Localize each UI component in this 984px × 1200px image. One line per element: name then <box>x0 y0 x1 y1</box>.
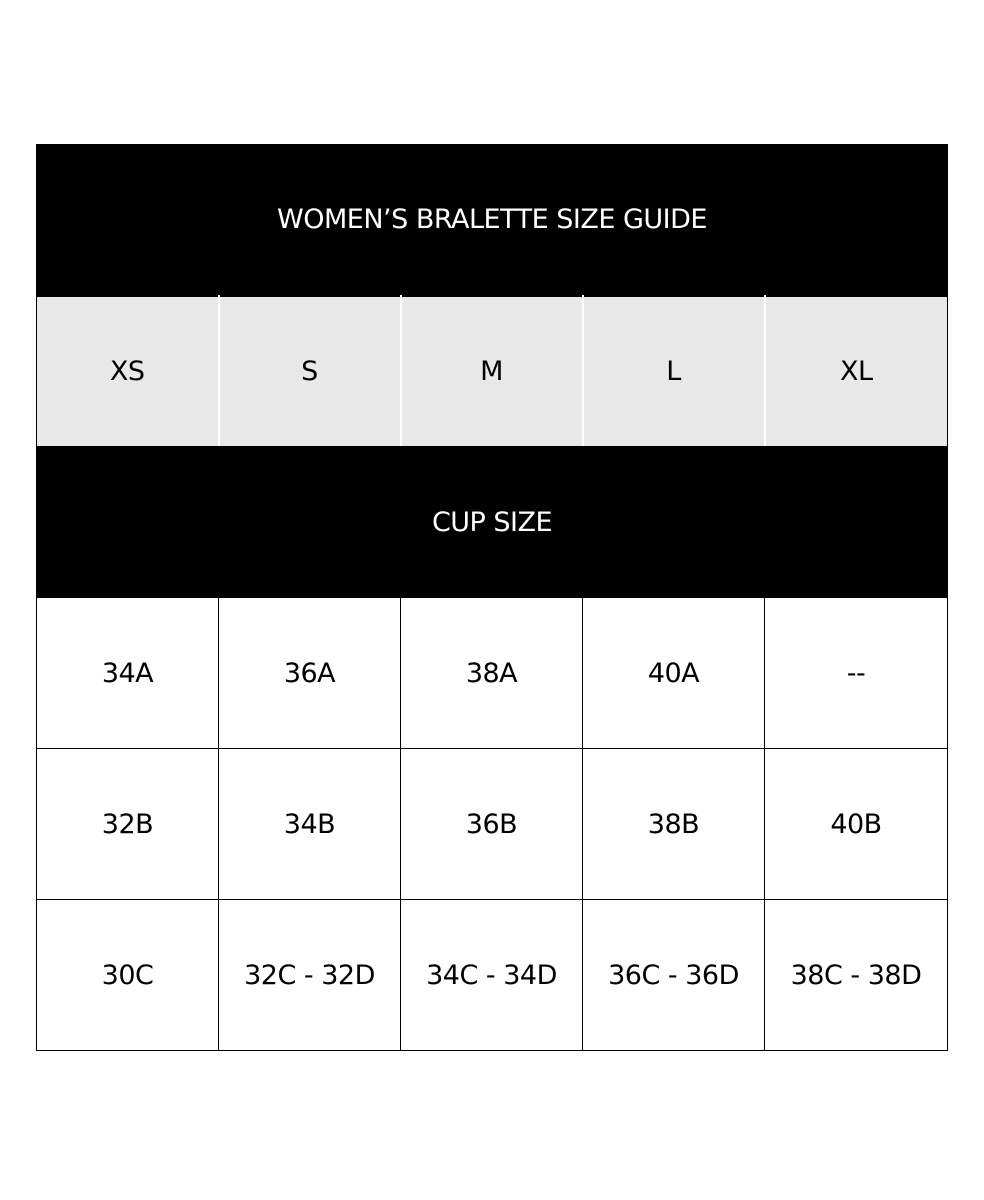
title-row <box>37 145 948 296</box>
table-row <box>37 598 948 749</box>
cup-size-cell: 32C - 32D <box>219 900 401 1051</box>
table-row <box>37 749 948 900</box>
cup-size-cell: 40A <box>583 598 765 749</box>
guide-title: WOMEN’S BRALETTE SIZE GUIDE <box>37 145 948 296</box>
size-header-cell: XL <box>765 296 948 447</box>
size-header-cell: S <box>219 296 401 447</box>
cup-size-cell: 36C - 36D <box>583 900 765 1051</box>
size-header-cell: XS <box>37 296 219 447</box>
cup-size-title: CUP SIZE <box>37 447 948 598</box>
cup-size-cell: 36A <box>219 598 401 749</box>
cup-size-cell: 34A <box>37 598 219 749</box>
table-row <box>37 900 948 1051</box>
cup-size-cell: 36B <box>401 749 583 900</box>
size-header-cell: L <box>583 296 765 447</box>
cup-size-cell: 38C - 38D <box>765 900 948 1051</box>
size-guide-table <box>36 144 948 1051</box>
size-header-row <box>37 296 948 447</box>
cup-size-cell: 34C - 34D <box>401 900 583 1051</box>
cup-size-cell: 38B <box>583 749 765 900</box>
cup-size-cell: 32B <box>37 749 219 900</box>
size-header-cell: M <box>401 296 583 447</box>
cup-size-cell: -- <box>765 598 948 749</box>
cup-size-cell: 30C <box>37 900 219 1051</box>
cup-size-cell: 34B <box>219 749 401 900</box>
cup-size-cell: 38A <box>401 598 583 749</box>
cup-size-section-row <box>37 447 948 598</box>
cup-size-cell: 40B <box>765 749 948 900</box>
